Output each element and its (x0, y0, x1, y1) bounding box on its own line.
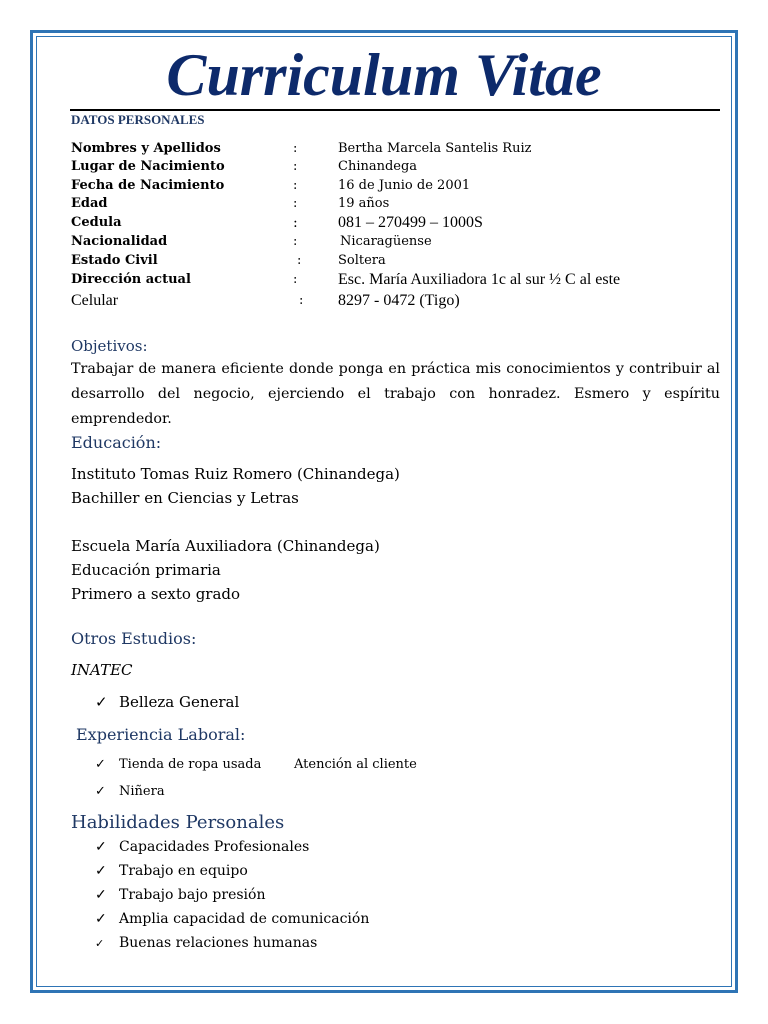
experiencia-item-label: Niñera (119, 784, 165, 799)
habilidad-item (95, 911, 369, 927)
check-icon: ✓ (95, 784, 106, 799)
datos-separator: : (293, 196, 298, 211)
datos-personales-heading: DATOS PERSONALES (71, 112, 205, 127)
check-icon: ✓ (95, 911, 107, 927)
datos-value: 16 de Junio de 2001 (338, 178, 471, 193)
datos-separator: : (293, 178, 298, 193)
datos-value: Chinandega (338, 159, 418, 174)
datos-separator: : (293, 215, 298, 231)
datos-label: Nombres y Apellidos (71, 141, 221, 156)
datos-separator: : (297, 253, 302, 268)
datos-separator: : (293, 234, 298, 249)
datos-label: Fecha de Nacimiento (71, 178, 225, 193)
datos-label: Nacionalidad (71, 234, 168, 249)
datos-separator: : (293, 159, 298, 174)
datos-value: Bertha Marcela Santelis Ruiz (338, 141, 532, 156)
datos-label: Estado Civil (71, 253, 158, 268)
datos-label: Lugar de Nacimiento (71, 159, 225, 174)
experiencia-item (95, 757, 261, 772)
habilidad-item (95, 863, 248, 879)
datos-value: 19 años (338, 196, 390, 211)
datos-value: Soltera (338, 253, 386, 268)
check-icon: ✓ (95, 757, 106, 772)
title-underline (70, 109, 720, 111)
educacion-line: Educación primaria (71, 561, 221, 579)
check-icon: ✓ (95, 839, 107, 855)
habilidad-label: Buenas relaciones humanas (119, 935, 318, 951)
otros-estudios-heading: Otros Estudios: (71, 629, 197, 648)
habilidad-item (95, 935, 317, 951)
experiencia-item-secondary: Atención al cliente (294, 757, 417, 772)
check-icon: ✓ (95, 863, 107, 879)
datos-value: Nicaragüense (340, 234, 432, 249)
otros-item (95, 693, 239, 711)
check-icon: ✓ (95, 887, 107, 903)
datos-value: 081 – 270499 – 1000S (338, 214, 483, 231)
educacion-line: Primero a sexto grado (71, 585, 241, 603)
datos-label: Edad (71, 196, 108, 211)
datos-value: 8297 - 0472 (Tigo) (338, 292, 460, 309)
objetivos-heading: Objetivos: (71, 337, 148, 355)
educacion-line: Instituto Tomas Ruiz Romero (Chinandega) (71, 465, 400, 483)
experiencia-heading: Experiencia Laboral: (76, 725, 246, 744)
habilidad-item (95, 839, 309, 855)
datos-value: Esc. María Auxiliadora 1c al sur ½ C al este (338, 271, 621, 288)
educacion-line: Escuela María Auxiliadora (Chinandega) (71, 537, 380, 555)
habilidad-label: Amplia capacidad de comunicación (119, 911, 370, 927)
otros-item-label: Belleza General (119, 693, 240, 711)
educacion-heading: Educación: (71, 433, 162, 452)
datos-label: Cedula (71, 215, 122, 230)
habilidad-label: Trabajo bajo presión (119, 887, 266, 903)
check-icon: ✓ (95, 693, 108, 711)
datos-separator: : (293, 272, 298, 287)
experiencia-item (95, 784, 165, 799)
datos-separator: : (293, 141, 298, 156)
habilidad-label: Capacidades Profesionales (119, 839, 310, 855)
habilidades-heading: Habilidades Personales (71, 812, 285, 833)
educacion-line: Bachiller en Ciencias y Letras (71, 489, 299, 507)
document-title: Curriculum Vitae (166, 42, 602, 108)
otros-institution: INATEC (71, 661, 133, 679)
objetivos-text: Trabajar de manera eficiente donde ponga en práctica mis conocimientos y contribuir al desarrollo del negocio, ejerciendo el trabajo con honradez. Esmero y espíritu emprendedor. (71, 361, 720, 427)
check-icon: ✓ (95, 937, 105, 950)
habilidad-label: Trabajo en equipo (119, 863, 248, 879)
datos-label: Celular (71, 292, 119, 309)
datos-separator: : (299, 293, 304, 308)
datos-label: Dirección actual (71, 272, 191, 287)
experiencia-item-label: Tienda de ropa usada (119, 757, 262, 772)
habilidad-item (95, 887, 265, 903)
